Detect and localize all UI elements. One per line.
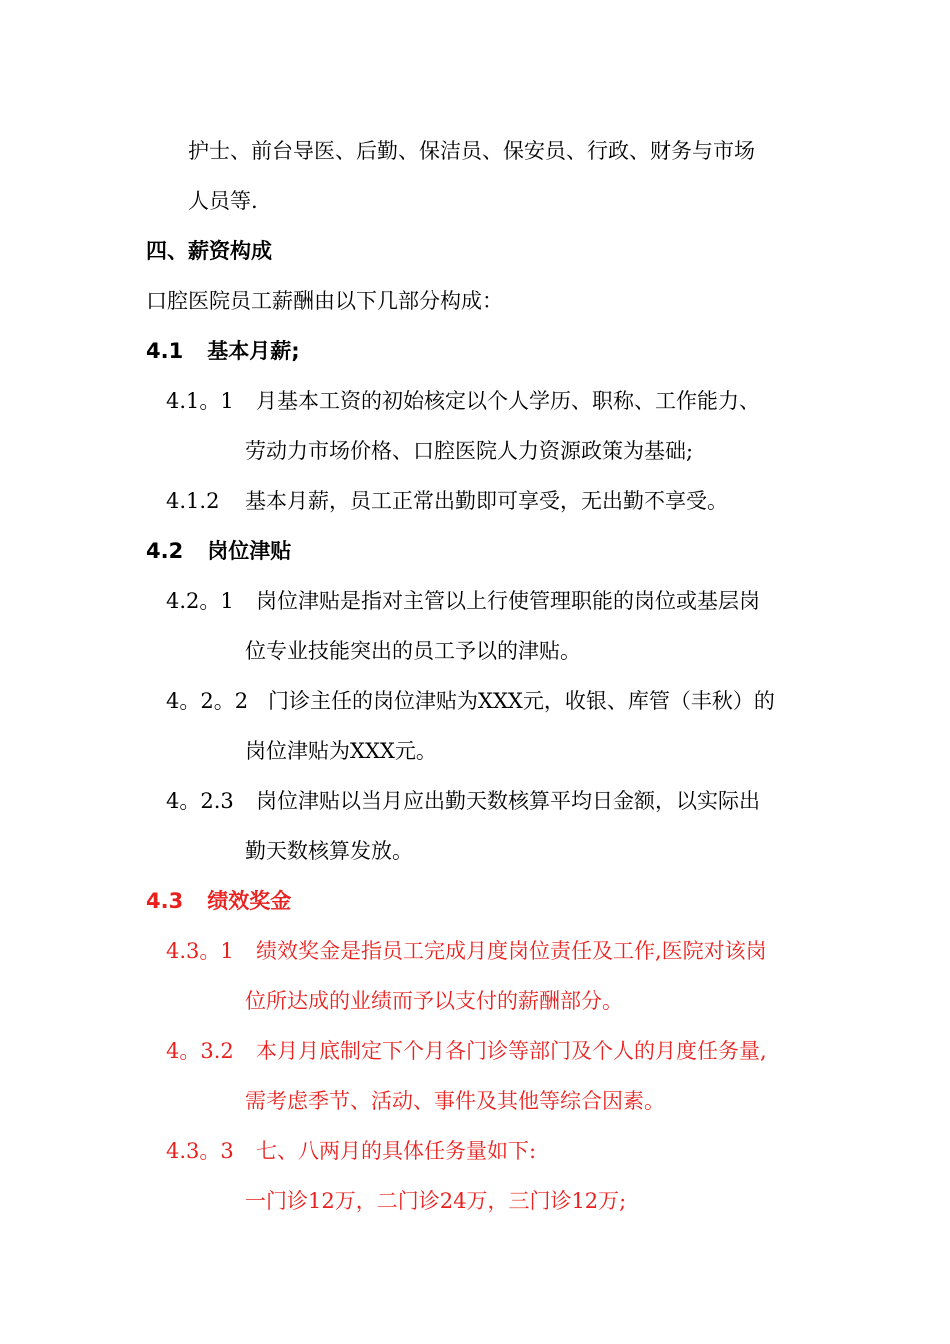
intro-line-2: 人员等.	[188, 189, 258, 213]
heading-4-3	[146, 887, 291, 915]
section-4-intro: 口腔医院员工薪酬由以下几部分构成：	[146, 289, 503, 313]
item-4-2-2-cont: 岗位津贴为XXX元。	[245, 739, 437, 763]
item-4-2-1-text: 岗位津贴是指对主管以上行使管理职能的岗位或基层岗	[256, 589, 760, 613]
heading-4-1-title: 基本月薪;	[207, 339, 300, 363]
item-4-1-2	[166, 487, 728, 515]
heading-4-2-title: 岗位津贴	[207, 539, 292, 563]
item-4-3-3-number: 4.3。3	[166, 1139, 234, 1163]
item-4-1-1-text: 月基本工资的初始核定以个人学历、职称、工作能力、	[256, 389, 760, 413]
item-4-3-1-text: 绩效奖金是指员工完成月度岗位责任及工作,医院对该岗	[256, 939, 767, 963]
item-4-3-1	[166, 937, 767, 965]
item-4-3-2-cont: 需考虑季节、活动、事件及其他等综合因素。	[245, 1089, 665, 1113]
item-4-3-2	[166, 1037, 767, 1065]
item-4-3-1-number: 4.3。1	[166, 939, 234, 963]
item-4-1-1-number: 4.1。1	[166, 389, 234, 413]
heading-4-1-number: 4.1	[146, 339, 184, 363]
item-4-2-2	[166, 687, 775, 715]
item-4-3-1-cont: 位所达成的业绩而予以支付的薪酬部分。	[245, 989, 623, 1013]
heading-4-2	[146, 537, 291, 565]
item-4-2-3-number: 4。2.3	[166, 789, 234, 813]
item-4-2-3-cont: 勤天数核算发放。	[245, 839, 413, 863]
item-4-2-1	[166, 587, 760, 615]
item-4-3-3	[166, 1137, 536, 1165]
heading-4-3-title: 绩效奖金	[207, 889, 292, 913]
item-4-3-3-text: 七、八两月的具体任务量如下:	[256, 1139, 537, 1163]
item-4-2-3	[166, 787, 760, 815]
intro-line-1: 护士、前台导医、后勤、保洁员、保安员、行政、财务与市场	[188, 139, 755, 163]
item-4-2-1-cont: 位专业技能突出的员工予以的津贴。	[245, 639, 581, 663]
heading-4-2-number: 4.2	[146, 539, 184, 563]
item-4-1-1-cont: 劳动力市场价格、口腔医院人力资源政策为基础;	[245, 439, 694, 463]
item-4-2-2-text: 门诊主任的岗位津贴为XXX元，收银、库管（丰秋）的	[268, 689, 775, 713]
item-4-3-3-cont: 一门诊12万，二门诊24万，三门诊12万;	[245, 1189, 627, 1213]
item-4-2-2-number: 4。2。2	[166, 689, 249, 713]
item-4-1-2-text: 基本月薪，员工正常出勤即可享受，无出勤不享受。	[245, 489, 728, 513]
heading-4-1	[146, 337, 300, 365]
item-4-2-1-number: 4.2。1	[166, 589, 234, 613]
item-4-1-2-number: 4.1.2	[166, 489, 220, 513]
item-4-2-3-text: 岗位津贴以当月应出勤天数核算平均日金额，以实际出	[256, 789, 760, 813]
item-4-1-1	[166, 387, 760, 415]
heading-4-3-number: 4.3	[146, 889, 184, 913]
item-4-3-2-number: 4。3.2	[166, 1039, 234, 1063]
item-4-3-2-text: 本月月底制定下个月各门诊等部门及个人的月度任务量,	[256, 1039, 767, 1063]
section-4-title: 四、薪资构成	[146, 239, 272, 263]
